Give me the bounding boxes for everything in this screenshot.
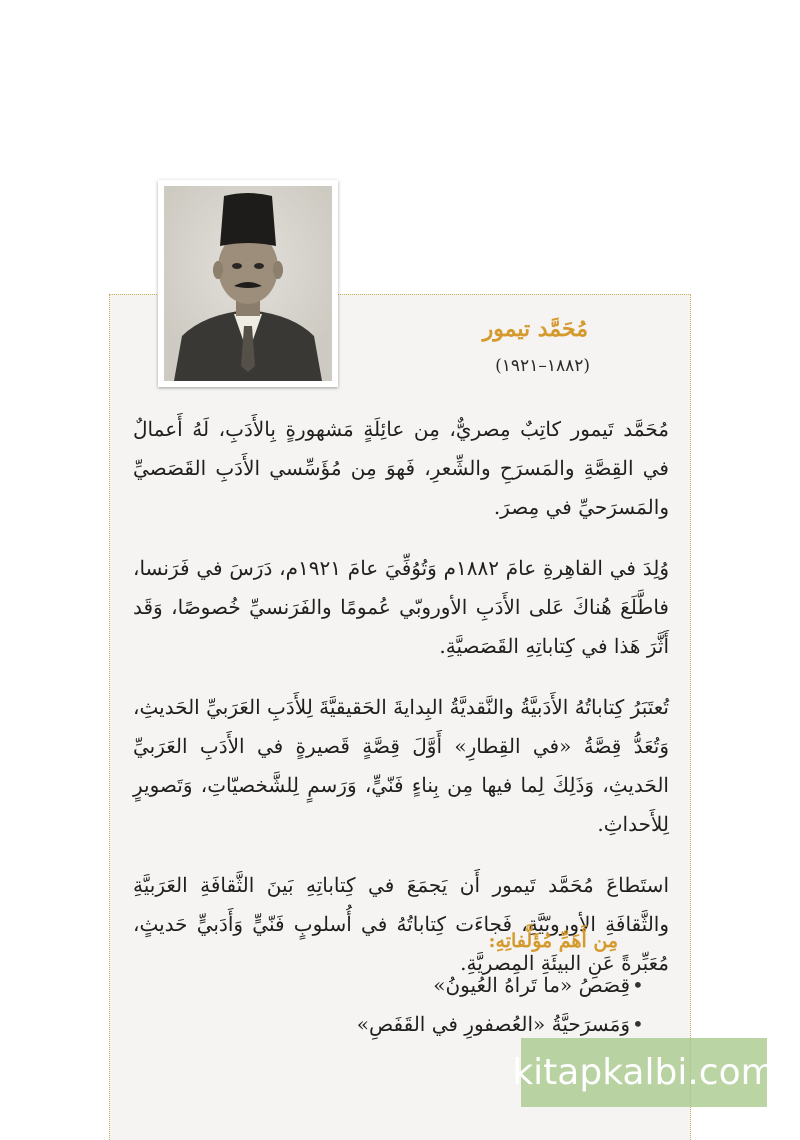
works-list <box>210 966 644 1044</box>
work-title: وَمَسرَحيَّةُ «العُصفورِ في القَفَصِ» <box>356 1012 630 1036</box>
paragraph-3: تُعتَبَرُ كِتاباتُهُ الأَدَبيَّةُ والنَّقديَّةُ البِدايةَ الحَقيقيَّةَ لِلأَدَبِ العَرَبيِّ الحَديثِ، وَتُعَدُّ قِصَّةُ «في القِطارِ» أَوَّلَ قِصَّةٍ قَصيرةٍ في الأَدَبِ العَرَبيِّ الحَديثِ، وَذَلِكَ لِما فيها مِن بِناءٍ فَنّيٍّ، وَرَسمٍ لِلشَّخصيّاتِ، وَتَصويرٍ لِلأَحداثِ. <box>133 695 669 836</box>
watermark-logo: kitapkalbi.com <box>521 1038 767 1107</box>
portrait-photo <box>164 186 332 381</box>
author-name: مُحَمَّد تيمور <box>482 316 588 342</box>
works-heading: مِن أَهَمِّ مُؤَلَّفاتِهِ: <box>488 930 618 952</box>
author-portrait <box>158 180 338 387</box>
paragraph-1: مُحَمَّد تَيمور كاتِبٌ مِصريٌّ، مِن عائِلَةٍ مَشهورةٍ بِالأَدَبِ، لَهُ أَعمالٌ في القِصَّةِ والمَسرَحِ والشِّعرِ، فَهوَ مِن مُؤَسِّسي الأَدَبِ القَصَصيِّ والمَسرَحيِّ في مِصرَ. <box>133 417 669 519</box>
bullet-icon: • <box>632 973 644 997</box>
bullet-icon: • <box>632 1012 644 1036</box>
author-dates: (١٨٨٢–١٩٢١) <box>495 356 590 376</box>
work-title: قِصَصُ «ما تَراهُ العُيونُ» <box>433 973 630 997</box>
paragraph-4: استَطاعَ مُحَمَّد تَيمور أَن يَجمَعَ في كِتاباتِهِ بَينَ الثَّقافَةِ العَرَبيَّةِ والثَّقافَةِ الأوروبّيَّةِ، فَجاءَت كِتاباتُهُ في أُسلوبٍ فَنّيٍّ وَأَدَبيٍّ حَديثٍ، مُعَبِّرةً عَنِ البيئَةِ المِصريَّةِ. <box>133 873 669 975</box>
biography-text <box>133 410 669 1005</box>
paragraph-2: وُلِدَ في القاهِرةِ عامَ ١٨٨٢م وَتُوُفِّيَ عامَ ١٩٢١م، دَرَسَ في فَرَنسا، فاطَّلَعَ هُناكَ عَلى الأَدَبِ الأوروبّي عُمومًا والفَرَنسيِّ خُصوصًا، وَقَد أَثَّرَ هَذا في كِتاباتِهِ القَصَصيَّةِ. <box>133 556 670 658</box>
list-item <box>210 966 644 1005</box>
